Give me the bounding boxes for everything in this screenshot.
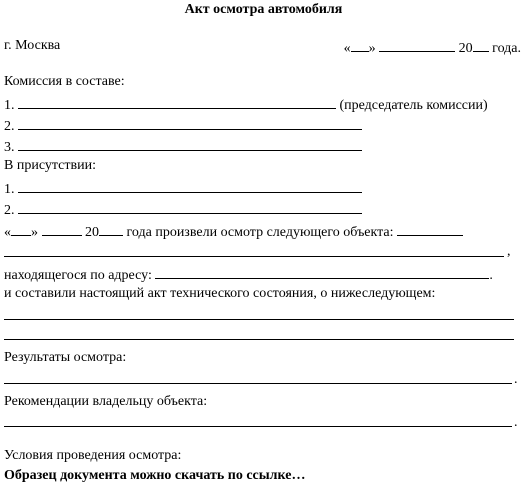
inspection-month-blank[interactable] bbox=[42, 222, 82, 236]
commission-item-number: 1. bbox=[4, 98, 15, 113]
presence-heading: В присутствии: bbox=[4, 158, 96, 173]
commission-heading: Комиссия в составе: bbox=[4, 74, 125, 89]
year-prefix: 20 bbox=[458, 41, 473, 56]
inspection-text: года произвели осмотр следующего объекта: bbox=[126, 225, 394, 240]
object-blank-2[interactable] bbox=[4, 256, 504, 257]
city-label: г. Москва bbox=[4, 38, 61, 53]
year-blank[interactable] bbox=[473, 38, 489, 52]
address-end: . bbox=[489, 268, 493, 283]
commission-member-2-blank[interactable] bbox=[18, 116, 362, 130]
inspection-line bbox=[4, 222, 463, 238]
presence-item-number: 1. bbox=[4, 182, 15, 197]
recommendations-heading: Рекомендации владельцу объекта: bbox=[4, 394, 208, 409]
presence-1-blank[interactable] bbox=[18, 179, 362, 193]
inspection-day-blank[interactable] bbox=[11, 222, 31, 236]
address-label: находящегося по адресу: bbox=[4, 268, 152, 283]
commission-member-3-blank[interactable] bbox=[18, 137, 362, 151]
presence-item-1 bbox=[4, 179, 362, 195]
presence-item-2 bbox=[4, 200, 362, 216]
results-blank[interactable] bbox=[4, 383, 512, 384]
address-line bbox=[4, 265, 493, 281]
results-heading: Результаты осмотра: bbox=[4, 350, 127, 365]
presence-item-number: 2. bbox=[4, 203, 15, 218]
inspection-open-quote: « bbox=[4, 225, 11, 240]
recommendations-end: . bbox=[514, 415, 518, 430]
date-close-quote: » bbox=[368, 41, 376, 56]
findings-blank-1[interactable] bbox=[4, 319, 514, 320]
document-title: Акт осмотра автомобиля bbox=[184, 2, 343, 17]
findings-blank-2[interactable] bbox=[4, 339, 514, 340]
commission-item-1 bbox=[4, 95, 488, 111]
address-blank[interactable] bbox=[155, 265, 489, 279]
month-blank[interactable] bbox=[379, 38, 455, 52]
download-note-link[interactable]: Образец документа можно скачать по ссылке… bbox=[4, 468, 306, 483]
inspection-year-blank[interactable] bbox=[99, 222, 123, 236]
commission-item-3 bbox=[4, 137, 362, 153]
inspection-year-prefix: 20 bbox=[85, 225, 99, 240]
commission-item-2 bbox=[4, 116, 362, 132]
year-suffix: года. bbox=[492, 41, 521, 56]
inspection-close-quote: » bbox=[31, 225, 38, 240]
day-blank[interactable] bbox=[351, 38, 369, 52]
commission-chairman-note: (председатель комиссии) bbox=[339, 98, 488, 113]
commission-item-number: 3. bbox=[4, 140, 15, 155]
date-open-quote: « bbox=[343, 41, 351, 56]
conditions-heading: Условия проведения осмотра: bbox=[4, 448, 182, 463]
object-trailing-comma: , bbox=[507, 244, 511, 259]
commission-item-number: 2. bbox=[4, 119, 15, 134]
date-line bbox=[344, 38, 521, 57]
presence-2-blank[interactable] bbox=[18, 200, 362, 214]
recommendations-blank[interactable] bbox=[4, 426, 512, 427]
object-blank-1[interactable] bbox=[397, 222, 463, 236]
act-line-text: и составили настоящий акт технического состояния, о нижеследующем: bbox=[4, 286, 436, 301]
results-end: . bbox=[514, 372, 518, 387]
commission-chairman-blank[interactable] bbox=[18, 95, 336, 109]
